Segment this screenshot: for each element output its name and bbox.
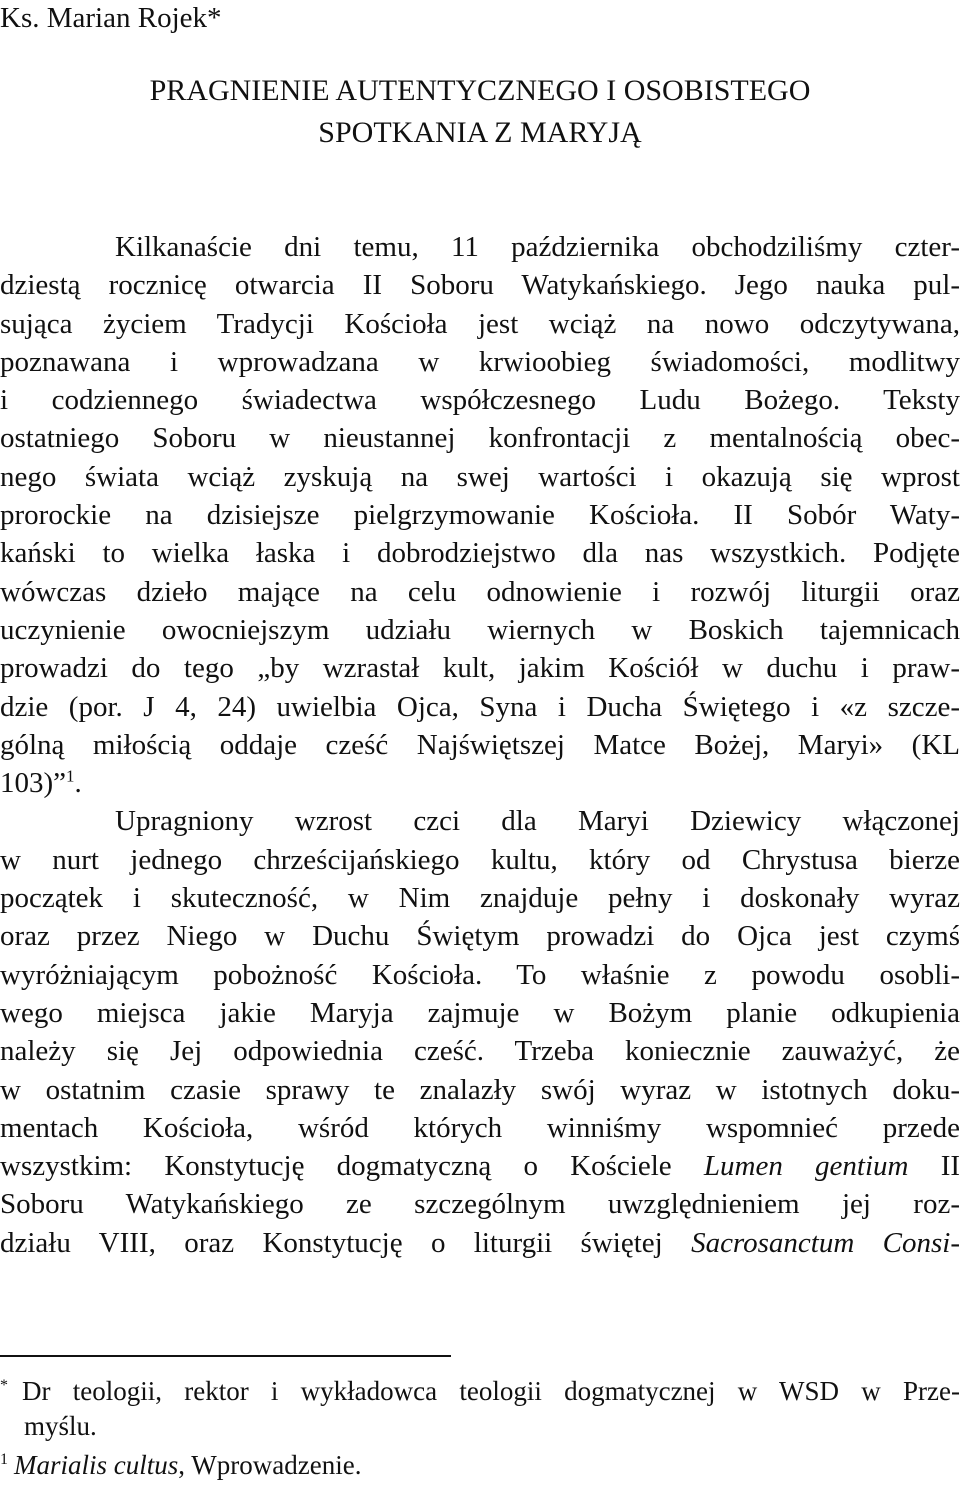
footnote-mark: 1 [0,1451,8,1468]
body-line: Kilkanaście dni temu, 11 października obchodziliśmy czter- [115,231,960,263]
italic-title-lumen-gentium: Lumen gentium [703,1150,909,1183]
body-line: Soboru Watykańskiego ze szczególnym uwzględnieniem jej roz- [0,1188,960,1221]
author-name: Ks. Marian Rojek [0,2,207,34]
body-line-text: II [940,1150,960,1183]
body-line: należy się Jej odpowiednia cześć. Trzeba koniecznie zauważyć, że [0,1035,960,1068]
body-line: prowadzi do tego „by wzrastał kult, jakim Kościół w duchu i praw- [0,652,960,685]
footnote-separator [0,1355,451,1357]
author-footnote-mark: * [207,2,222,34]
footnote-mark: * [0,1377,8,1394]
body-line: wego miejsca jakie Maryja zajmuje w Bożym planie odkupienia [0,996,960,1029]
body-line-text: 103)” [0,767,67,800]
footnote-author [0,1374,960,1409]
period: . [74,767,82,800]
body-line: w nurt jednego chrześcijańskiego kultu, który od Chrystusa bierze [0,843,960,876]
body-line [0,1224,960,1262]
body-line: kański to wielka łaska i dobrodziejstwo dla nas wszystkich. Podjęte [0,537,960,570]
body-line: Upragniony wzrost czci dla Maryi Dziewicy włączonej [115,805,960,838]
footnote-italic-title: Marialis cultus [14,1450,179,1480]
footnote-author-cont: myślu. [24,1411,97,1441]
italic-title-sacrosanctum: Sacrosanctum Consi- [691,1226,960,1259]
article-title-line-2: SPOTKANIA Z MARYJĄ [318,116,642,149]
body-line: i codziennego świadectwa współczesnego Ludu Bożego. Teksty [0,384,960,417]
footnote-text: Dr teologii, rektor i wykładowca teologii dogmatycznej w WSD w Prze- [22,1376,960,1406]
body-line-text: działu VIII, oraz Konstytucję o liturgii świętej [0,1226,663,1259]
body-line: ostatniego Soboru w nieustannej konfrontacji z mentalnością obec- [0,422,960,455]
body-line: nego świata wciąż zyskują na swej wartości i okazują się wprost [0,460,960,493]
body-line: wówczas dzieło mające na celu odnowienie i rozwój liturgii oraz [0,575,960,608]
body-line: uczynienie owocniejszym udziału wiernych w Boskich tajemnicach [0,613,960,646]
body-line [0,764,960,802]
footnotes [0,1374,960,1483]
body-line: sująca życiem Tradycji Kościoła jest wciąż na nowo odczytywana, [0,307,960,340]
body-line: w ostatnim czasie sprawy te znalazły swój wyraz w istotnych doku- [0,1073,960,1106]
body-line: wyróżniającym pobożność Kościoła. To właśnie z powodu osobli- [0,958,960,991]
body-line: dziestą rocznicę otwarcia II Soboru Watykańskiego. Jego nauka pul- [0,269,960,302]
body-line-text: wszystkim: Konstytucję dogmatyczną o Kościele [0,1150,672,1183]
body-line: prorockie na dzisiejsze pielgrzymowanie Kościoła. II Sobór Waty- [0,499,960,532]
article-title-line-1: PRAGNIENIE AUTENTYCZNEGO I OSOBISTEGO [149,74,811,107]
body-line: poznawana i wprowadzana w krwioobieg świadomości, modlitwy [0,345,960,378]
body-line: początek i skuteczność, w Nim znajduje pełny i doskonały wyraz [0,882,960,915]
footnote-1 [0,1448,960,1483]
body-line: oraz przez Niego w Duchu Świętym prowadzi do Ojca jest czymś [0,920,960,953]
author-line [0,0,222,36]
body-line: mentach Kościoła, wśród których winniśmy wspomnieć przede [0,1111,960,1144]
body-line: gólną miłością oddaje cześć Najświętszej Matce Bożej, Maryi» (KL [0,728,960,761]
footnote-text: , Wprowadzenie. [178,1450,362,1480]
body-line [0,1147,960,1185]
body-line: dzie (por. J 4, 24) uwielbia Ojca, Syna i Ducha Świętego i «z szcze- [0,690,960,723]
footnote-ref-1: 1 [66,766,75,786]
article-body [0,228,960,1262]
